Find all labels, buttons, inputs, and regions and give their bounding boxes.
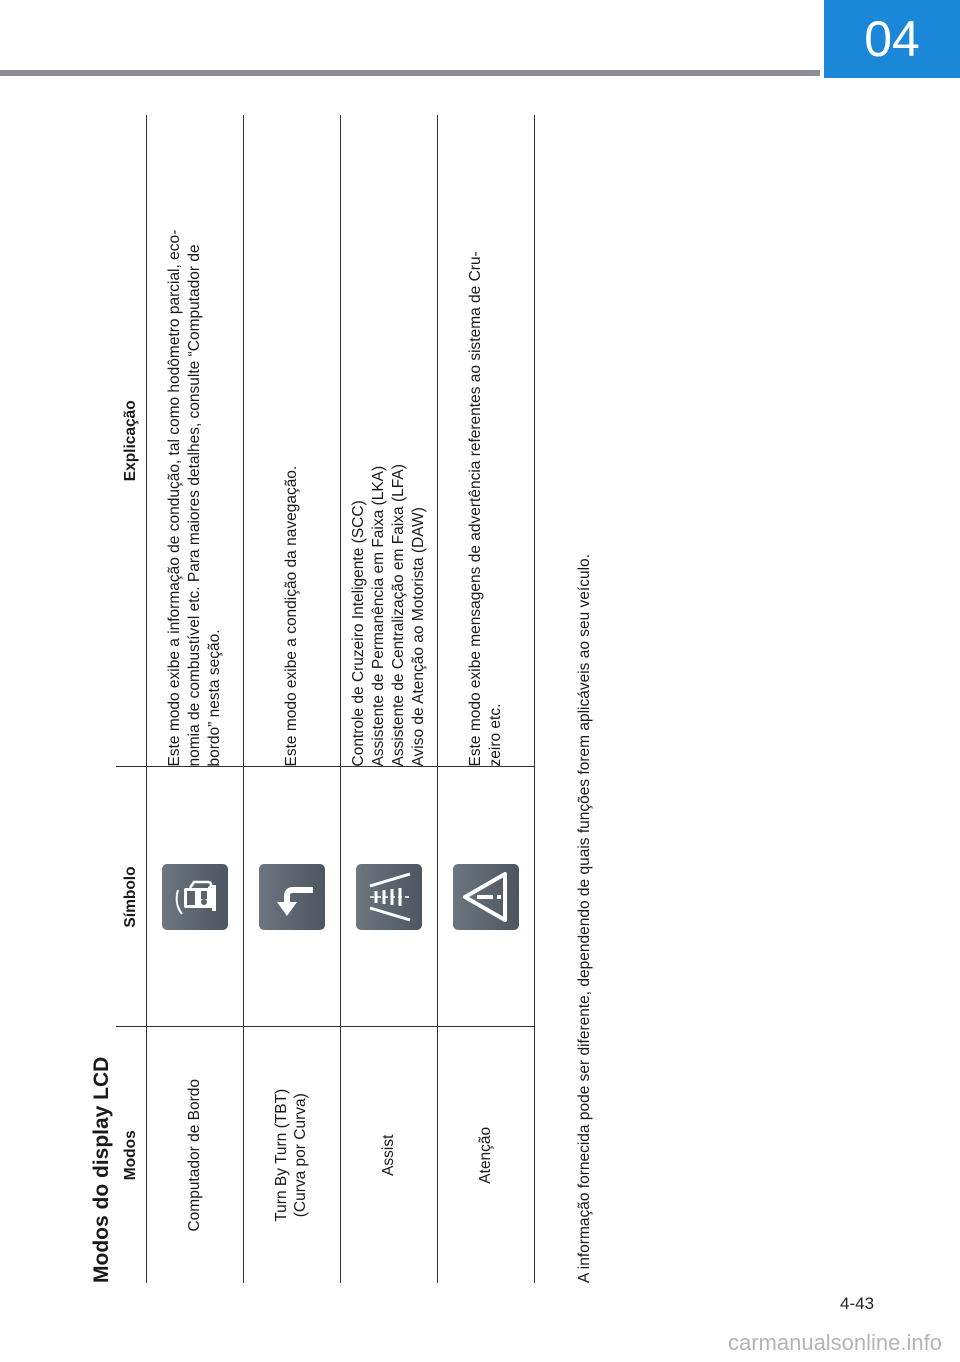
- explanation-line: bordo” nesta seção.: [206, 629, 224, 767]
- warning-triangle-icon: [453, 864, 519, 930]
- fuel-pump-icon: [162, 864, 228, 930]
- page-number: 4-43: [840, 1294, 875, 1313]
- mode-cell: [341, 1027, 438, 1283]
- mode-cell: [244, 1027, 341, 1283]
- table-row: [438, 115, 535, 1283]
- header-symbol: Símbolo: [116, 767, 147, 1027]
- explanation-line: Este modo exibe mensagens de advertência referentes ao sistema de Cru-: [466, 251, 484, 767]
- mode-label: (Curva por Curva): [292, 1093, 309, 1218]
- symbol-cell: [341, 767, 438, 1027]
- symbol-cell: [438, 767, 535, 1027]
- header-mode: Modos: [116, 1027, 147, 1283]
- explanation-line: Assistente de Centralização em Faixa (LFA): [390, 464, 407, 767]
- mode-label: Atenção: [476, 1126, 494, 1184]
- symbol-cell: [244, 767, 341, 1027]
- table-row: [147, 115, 244, 1283]
- mode-cell: [438, 1027, 535, 1283]
- explanation-line: Assistente de Permanência em Faixa (LKA): [369, 465, 387, 767]
- lcd-modes-table: [116, 115, 535, 1283]
- explanation-cell: [438, 115, 535, 767]
- section-title: Modos do display LCD: [90, 1056, 113, 1283]
- explanation-line: nomia de combustível etc. Para maiores detalhes, consulte “Computador de: [185, 244, 203, 767]
- explanation-line: Aviso de Atenção ao Motorista (DAW): [410, 507, 428, 767]
- table-row: [341, 115, 438, 1283]
- turn-arrow-icon: [259, 864, 325, 930]
- table-row: [244, 115, 341, 1283]
- explanation-line: Este modo exibe a condição da navegação.: [282, 465, 300, 767]
- explanation-line: Controle de Cruzeiro Inteligente (SCC): [349, 500, 367, 767]
- explanation-cell: [244, 115, 341, 767]
- table-header-row: [116, 115, 147, 1283]
- lane-assist-icon: [356, 864, 422, 930]
- symbol-cell: [147, 767, 244, 1027]
- header-rule: [0, 70, 820, 76]
- header-explanation: Explicação: [116, 115, 147, 767]
- rotated-content: [50, 95, 610, 1295]
- watermark: carmanualsonline.info: [727, 1330, 942, 1355]
- mode-label: Assist: [379, 1134, 397, 1176]
- footnote: A informação fornecida pode ser diferente, dependendo de quais funções forem aplicáveis ao seu veículo.: [576, 554, 593, 1283]
- mode-label: Computador de Bordo: [185, 1079, 203, 1232]
- mode-cell: [147, 1027, 244, 1283]
- explanation-line: zeiro etc.: [487, 703, 504, 767]
- mode-label: Turn By Turn (TBT): [273, 1088, 291, 1222]
- explanation-line: Este modo exibe a informação de condução, tal como hodômetro parcial, eco-: [165, 229, 183, 767]
- chapter-tab: 04: [824, 0, 960, 78]
- explanation-cell: [341, 115, 438, 767]
- explanation-cell: [147, 115, 244, 767]
